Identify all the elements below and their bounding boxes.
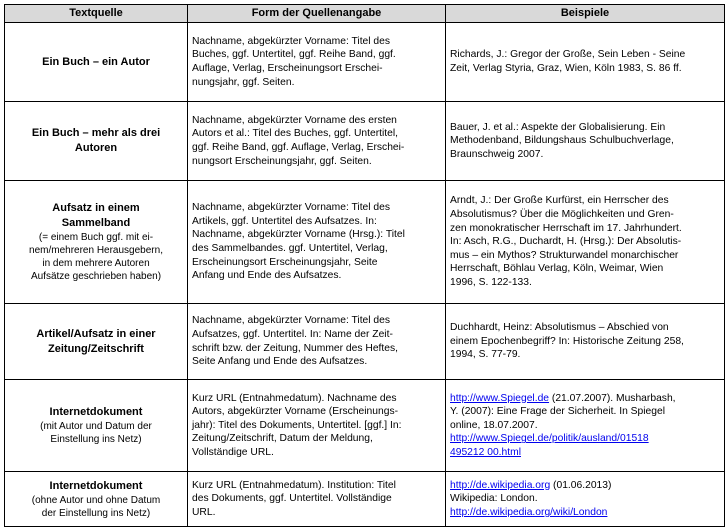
form-line: schrift bzw. der Zeitung, Nummer des Heftes,: [192, 342, 399, 354]
example-line: Methodenband, Bildungshaus Schulbuchverlage,: [450, 135, 674, 147]
form-line: jahr): Titel des Dokuments, Untertitel. [ggf.] In:: [192, 419, 402, 431]
example-line: Zeit, Verlag Styria, Graz, Wien, Köln 1983, S. 86 ff.: [450, 63, 682, 74]
form-line: Anfang und Ende des Aufsatzes.: [192, 270, 342, 282]
form-cell: [188, 472, 446, 527]
source-note: (mit Autor und Datum der: [40, 421, 152, 432]
source-cell: [5, 102, 188, 181]
source-note: Aufsätze geschrieben haben): [30, 271, 162, 282]
form-line: nungsjahr, ggf. Seiten.: [192, 76, 295, 88]
example-line: Wikipedia: London.: [450, 493, 538, 505]
table-row: [5, 380, 725, 472]
example-text: (01.06.2013): [550, 479, 612, 491]
table-row: [5, 472, 725, 527]
form-line: des Dokuments, ggf. Untertitel. Vollständige: [192, 493, 392, 505]
example-line: 1994, S. 77-79.: [450, 349, 521, 361]
header-textquelle: Textquelle: [5, 5, 188, 23]
source-title: Aufsatz in einem: [52, 202, 140, 214]
example-cell: [446, 181, 725, 304]
form-line: Autors, abgekürzter Vorname (Erscheinungs-: [192, 406, 399, 418]
form-line: ggf. Reihe Band, ggf. Auflage, Verlag, Erschei-: [192, 142, 405, 153]
form-line: Kurz URL (Entnahmedatum). Institution: Titel: [192, 479, 396, 491]
source-note: Einstellung ins Netz): [50, 434, 142, 445]
header-beispiele: Beispiele: [446, 5, 725, 23]
form-line: Autors et al.: Titel des Buches, ggf. Untertitel,: [192, 128, 399, 140]
example-line: Herrschaft, Böhlau Verlag, Köln, Weimar, Wien: [450, 263, 664, 275]
form-line: Nachname, abgekürzter Vorname: Titel des: [192, 202, 391, 214]
source-title: Artikel/Aufsatz in einer: [36, 327, 156, 340]
example-line: zen monokratischer Herrschaft im 17. Jahrhundert.: [450, 222, 682, 234]
citation-table: [4, 4, 725, 527]
example-line: Duchhardt, Heinz: Absolutismus – Abschied von: [450, 322, 669, 334]
spiegel-article-link[interactable]: http://www.Spiegel.de/politik/ausland/01518: [450, 433, 649, 445]
example-line: Bauer, J. et al.: Aspekte der Globalisierung. Ein: [450, 121, 666, 133]
example-line: Braunschweig 2007.: [450, 148, 544, 160]
source-cell: [5, 472, 188, 527]
form-line: Nachname, abgekürzter Vorname des ersten: [192, 114, 397, 126]
example-cell: [446, 102, 725, 181]
form-line: des Sammelbandes. ggf. Untertitel, Verlag,: [192, 243, 388, 254]
example-text: (21.07.2007). Musharbash,: [549, 392, 676, 404]
form-line: Kurz URL (Entnahmedatum). Nachname des: [192, 392, 397, 404]
form-line: Auflage, Verlag, Erscheinungsort Erschei-: [192, 63, 383, 74]
source-cell: [5, 181, 188, 304]
table-row: [5, 304, 725, 380]
example-line: online, 18.07.2007.: [450, 419, 538, 431]
citation-table-sheet: [4, 4, 724, 526]
source-title: Sammelband: [61, 217, 131, 229]
form-line: Zeitung/Zeitschrift, Datum der Meldung,: [192, 433, 373, 445]
table-row: [5, 23, 725, 102]
example-line: Arndt, J.: Der Große Kurfürst, ein Herrscher des: [450, 195, 669, 207]
form-line: Erscheinungsort Erscheinungsjahr, Seite: [192, 256, 378, 268]
form-line: Nachname, abgekürzter Vorname: Titel des: [192, 35, 391, 47]
spiegel-article-link[interactable]: 495212 00.html: [450, 446, 521, 458]
header-form: Form der Quellenangabe: [188, 5, 446, 23]
source-note: nem/mehreren Herausgebern,: [29, 245, 163, 256]
source-cell: [5, 23, 188, 102]
source-title: Ein Buch – ein Autor: [42, 55, 150, 68]
source-title: Internetdokument: [49, 406, 143, 418]
form-line: Aufsatzes, ggf. Untertitel. In: Name der Zeit-: [192, 328, 393, 340]
example-line: Richards, J.: Gregor der Große, Sein Leben - Seine: [450, 49, 686, 61]
header-row: [5, 5, 725, 23]
form-line: Nachname, abgekürzter Vorname (Hrsg.): Titel: [192, 229, 405, 241]
wikipedia-link[interactable]: http://de.wikipedia.org: [450, 479, 551, 491]
form-cell: [188, 380, 446, 472]
form-line: Seite Anfang und Ende des Aufsatzes.: [192, 356, 368, 368]
example-line: In: Asch, R.G., Duchardt, H. (Hrsg.): Der Absolutis-: [450, 236, 682, 248]
source-note: der Einstellung ins Netz): [41, 507, 151, 519]
source-title: Zeitung/Zeitschrift: [48, 342, 144, 355]
example-line: Y. (2007): Eine Frage der Sicherheit. In Spiegel: [450, 406, 666, 418]
form-cell: [188, 102, 446, 181]
source-title: Ein Buch – mehr als drei: [31, 127, 161, 139]
example-cell: [446, 304, 725, 380]
wikipedia-london-link[interactable]: http://de.wikipedia.org/wiki/London: [450, 506, 608, 518]
table-row: [5, 102, 725, 181]
source-note: (ohne Autor und ohne Datum: [31, 494, 161, 506]
spiegel-link[interactable]: http://www.Spiegel.de: [450, 392, 550, 404]
source-note: in dem mehrere Autoren: [42, 258, 150, 269]
source-note: (= einem Buch ggf. mit ei-: [38, 232, 154, 243]
form-cell: [188, 181, 446, 304]
example-line: mus – ein Mythos? Strukturwandel monarchischer: [450, 249, 679, 261]
form-line: Artikels, ggf. Untertitel des Aufsatzes. In:: [192, 215, 377, 227]
example-line: [450, 392, 720, 406]
example-line: einem Epochenbegriff? In: Historische Zeitung 258,: [450, 335, 684, 347]
form-line: Buches, ggf. Untertitel, ggf. Reihe Band, ggf.: [192, 49, 396, 61]
form-line: Nachname, abgekürzter Vorname: Titel des: [192, 315, 391, 327]
table-row: [5, 181, 725, 304]
example-cell: [446, 472, 725, 527]
source-cell: [5, 380, 188, 472]
form-line: Vollständige URL.: [192, 446, 274, 458]
example-cell: [446, 380, 725, 472]
source-title: Autoren: [74, 142, 118, 154]
form-cell: [188, 304, 446, 380]
example-cell: [446, 23, 725, 102]
source-cell: [5, 304, 188, 380]
form-line: URL.: [192, 506, 216, 518]
example-line: 1996, S. 122-133.: [450, 276, 532, 288]
source-title: Internetdokument: [49, 479, 143, 492]
form-cell: [188, 23, 446, 102]
example-line: Absolutismus? Über die Möglichkeiten und Gren-: [450, 209, 674, 221]
form-line: nungsort Erscheinungsjahr, ggf. Seiten.: [192, 155, 372, 167]
example-line: [450, 479, 720, 493]
